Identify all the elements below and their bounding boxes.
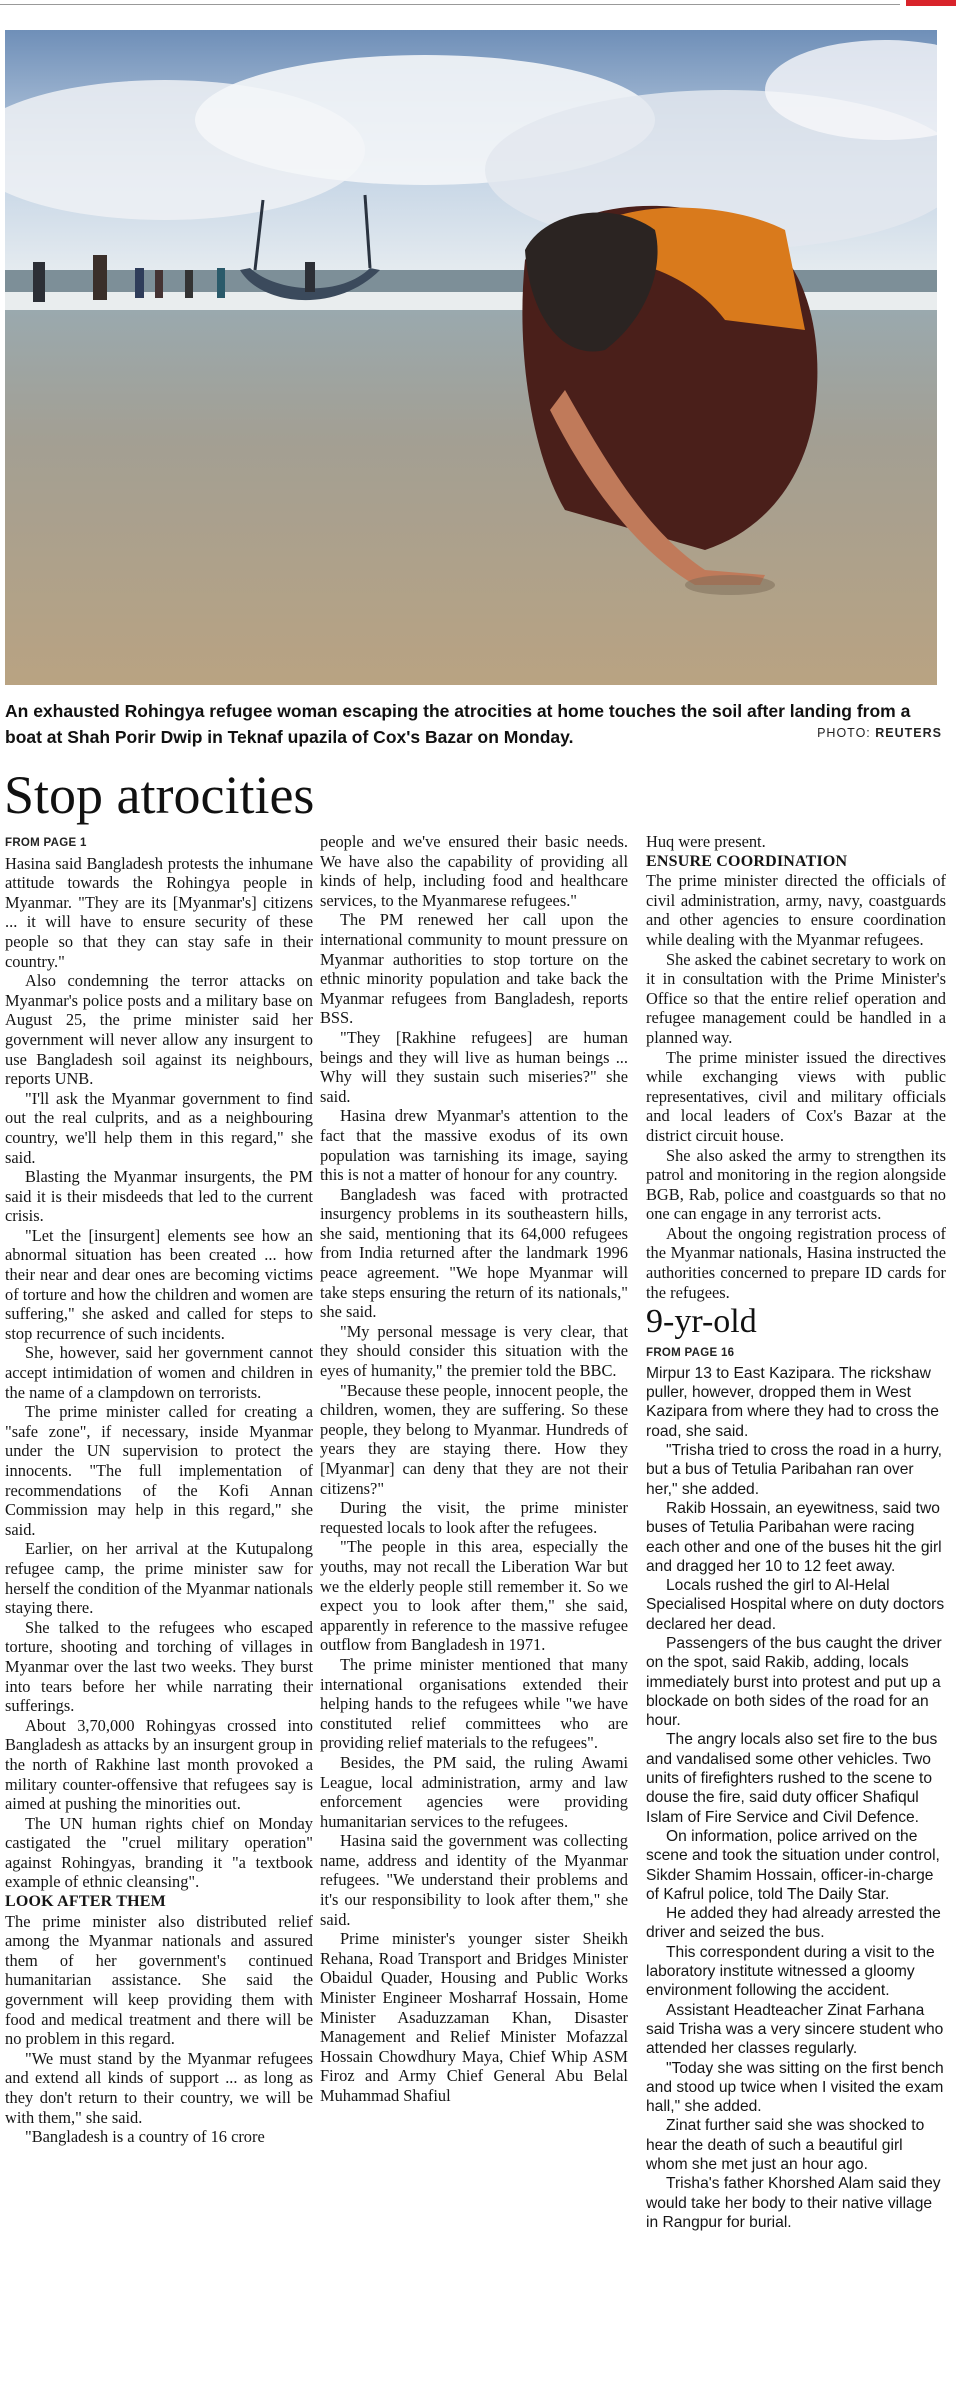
- paragraph: Passengers of the bus caught the driver on the spot, said Rakib, adding, locals immediately burst into protest and put up a blockade on both sides of the road for an hour.: [646, 1635, 942, 1730]
- paragraph: The UN human rights chief on Monday castigated the "cruel military operation" against Rohingyas, branding it "a textbook example of ethnic cleansing".: [5, 1813, 313, 1892]
- jump-label: FROM PAGE 1: [5, 837, 87, 849]
- paragraph: She asked the cabinet secretary to work on it in consultation with the Prime Minister's Office so that the entire relief operation and refugee management could be handled in a planned way.: [646, 949, 946, 1047]
- paragraph: Besides, the PM said, the ruling Awami League, local administration, army and law enforcement agencies were providing humanitarian services to the refugees.: [320, 1752, 628, 1831]
- paragraph: "I'll ask the Myanmar government to find out the real culprits, and as a neighbouring country, we'll help them in this regard," she said.: [5, 1088, 313, 1167]
- paragraph: Trisha's father Khorshed Alam said they would take her body to their native village in Rangpur for burial.: [646, 2175, 941, 2231]
- jump-label: FROM PAGE 16: [646, 1347, 735, 1360]
- paragraph: Hasina said Bangladesh protests the inhumane attitude towards the Rohingya people in Myanmar. "They are its [Myanmar's] citizens ... it will have to ensure security of these people so that they can stay safe in their country.": [5, 853, 313, 971]
- paragraph: She talked to the refugees who escaped torture, shooting and torching of villages in Myanmar over the last two weeks. They burst into tears before her while narrating their sufferings.: [5, 1617, 313, 1716]
- paragraph: The prime minister also distributed relief among the Myanmar nationals and assured them of her government's continued humanitarian assistance. She said the government will keep providing them with food and medical treatment and there will be no problem in this regard.: [5, 1911, 313, 2049]
- brand-corner-mark: [906, 0, 956, 6]
- divider: [0, 4, 900, 5]
- paragraph: Mirpur 13 to East Kazipara. The rickshaw puller, however, dropped them in West Kazipara from where they had to cross the road, she said.: [646, 1364, 939, 1440]
- subhead: ENSURE COORDINATION: [646, 852, 848, 870]
- paragraph: Rakib Hossain, an eyewitness, said two buses of Tetulia Paribahan were racing each other and one of the buses hit the girl and dragged her 10 to 12 feet away.: [646, 1499, 942, 1575]
- paragraph: "Because these people, innocent people, the children, women, they are suffering. So these people, they belong to Myanmar. Hundreds of years they are staying there. How they [Myanmar] can deny that they are not their citizens?": [320, 1380, 628, 1498]
- story-headline: 9-yr-old: [646, 1303, 757, 1341]
- paragraph: She also asked the army to strengthen its patrol and monitoring in the region alongside BGB, Rab, police and coastguards so that no one can engage in any terrorist acts.: [646, 1145, 946, 1224]
- paragraph: The PM renewed her call upon the international community to mount pressure on Myanmar authorities to stop torture on the ethnic minority population and take back the Myanmar refugees from Bangladesh, reports BSS.: [320, 910, 628, 1028]
- paragraph: The prime minister issued the directives while exchanging views with public representatives, civil and military officials and local leaders of Cox's Bazar at the district circuit house.: [646, 1047, 946, 1145]
- paragraph: "Bangladesh is a country of 16 crore: [25, 2127, 265, 2147]
- paragraph: The angry locals also set fire to the bus and vandalised some other vehicles. Two units of firefighters rushed to the scene to douse the fire, said duty officer Shafiqul Islam of Fire Service and Civil Defence.: [646, 1731, 938, 1826]
- paragraph: Assistant Headteacher Zinat Farhana said Trisha was a very sincere student who attended her classes regularly.: [646, 2001, 944, 2058]
- paragraph: Hasina said the government was collecting name, address and identity of the Myanmar refugees. "We understand their problems and it's our responsibility to look after them," she said.: [320, 1831, 628, 1929]
- paragraph: She, however, said her government cannot accept intimidation of women and children in the name of a clampdown on terrorists.: [5, 1343, 313, 1402]
- paragraph: On information, police arrived on the scene and took the situation under control, Sikder Shamim Hossain, officer-in-charge of Kafrul police, told The Daily Star.: [646, 1827, 940, 1903]
- paragraph: "Trisha tried to cross the road in a hurry, but a bus of Tetulia Paribahan ran over her," she added.: [646, 1442, 942, 1498]
- paragraph: "Today she was sitting on the first bench and stood up twice when I visited the exam hall," she added.: [646, 2059, 944, 2116]
- paragraph: Zinat further said she was shocked to hear the death of such a beautiful girl whom she met just an hour ago.: [646, 2117, 925, 2174]
- paragraph: Earlier, on her arrival at the Kutupalong refugee camp, the prime minister saw for herself the condition of the Myanmar nationals staying there.: [5, 1539, 313, 1618]
- paragraph: Huq were present.: [646, 832, 766, 851]
- paragraph: The prime minister directed the officials of civil administration, army, navy, coastguards and other agencies to ensure coordination while dealing with the Myanmar refugees.: [646, 871, 946, 949]
- paragraph: "We must stand by the Myanmar refugees and extend all kinds of support ... as long as they don't return to their country, we will be with them," she said.: [5, 2048, 313, 2127]
- article-column-2: [320, 832, 628, 2106]
- paragraph: Blasting the Myanmar insurgents, the PM said it is their misdeeds that led to the current crisis.: [5, 1167, 313, 1226]
- paragraph: Prime minister's younger sister Sheikh Rehana, Road Transport and Bridges Minister Obaidul Quader, Housing and Public Works Minister Engineer Mosharraf Hossain, Home Minister Asaduzzaman Khan, Disaster Management and Relief Minister Mofazzal Hossain Chowdhury Maya, Chief Whip ASM Firoz and Army Chief General Abu Belal Muhammad Shafiul: [320, 1929, 628, 2105]
- photo-image: [5, 30, 937, 685]
- credit-source: REUTERS: [875, 726, 942, 740]
- paragraph: The prime minister called for creating a "safe zone", if necessary, inside Myanmar under the UN supervision to protect the innocents. "The full implementation of recommendations of the Kofi Annan Commission may help in this regard," she said.: [5, 1402, 313, 1539]
- paragraph: This correspondent during a visit to the laboratory institute witnessed a gloomy environment following the accident.: [646, 1943, 935, 2000]
- paragraph: Hasina drew Myanmar's attention to the fact that the massive exodus of its own population was tarnishing its image, saying this is not a matter of honour for any country.: [320, 1106, 628, 1185]
- paragraph: Also condemning the terror attacks on Myanmar's police posts and a military base on August 25, the prime minister said her government will never allow any insurgent to use Bangladesh soil against its neighbours, reports UNB.: [5, 971, 313, 1089]
- top-rule: [0, 0, 956, 6]
- paragraph: "They [Rakhine refugees] are human beings and they will live as human beings ... Why will they sustain such miseries?" she said.: [320, 1027, 628, 1106]
- paragraph: The prime minister mentioned that many international organisations extended their helping hands to the refugees while "we have constituted relief committees who are providing relief materials to the refugees".: [320, 1654, 628, 1753]
- paragraph: About the ongoing registration process of the Myanmar nationals, Hasina instructed the authorities concerned to prepare ID cards for the refugees.: [646, 1223, 946, 1302]
- news-photo: [5, 30, 937, 685]
- paragraph: Locals rushed the girl to Al-Helal Specialised Hospital where on duty doctors declared her dead.: [646, 1577, 945, 1633]
- paragraph: Bangladesh was faced with protracted insurgency problems in its southeastern hills, she said, mentioning that its 64,000 refugees from India returned after the landmark 1996 peace agreement. "We hope Myanmar will take steps ensuring the return of its nationals," she said.: [320, 1184, 628, 1322]
- credit-label: PHOTO:: [817, 726, 871, 740]
- photo-credit: [817, 726, 942, 740]
- paragraph: "My personal message is very clear, that they should consider this situation with the eyes of humanity," the premier told the BBC.: [320, 1321, 628, 1381]
- photo-caption: An exhausted Rohingya refugee woman escaping the atrocities at home touches the soil after landing from a boat at Shah Porir Dwip in Teknaf upazila of Cox's Bazar on Monday.: [5, 701, 911, 747]
- headline: Stop atrocities: [4, 765, 315, 825]
- paragraph: "The people in this area, especially the youths, may not recall the Liberation War but we the elderly people still remember it. So we expect you to look after them," she said, apparently in reference to the massive refugee outflow from Bangladesh in 1971.: [320, 1537, 628, 1655]
- paragraph: people and we've ensured their basic needs. We have also the capability of providing all kinds of help, including food and healthcare services, to the Myanmarese refugees.": [320, 832, 628, 910]
- story-body: [646, 1364, 946, 2232]
- article-column-3: [646, 832, 946, 2232]
- subhead: LOOK AFTER THEM: [5, 1893, 166, 1911]
- paragraph: He added they had already arrested the driver and seized the bus.: [646, 1905, 941, 1942]
- paragraph: About 3,70,000 Rohingyas crossed into Bangladesh as attacks by an insurgent group in the north of Rakhine last month provoked a military counter-offensive that refugees say is aimed at pushing the minorities out.: [5, 1715, 313, 1814]
- article-column-1: [5, 832, 313, 2147]
- paragraph: "Let the [insurgent] elements see how an abnormal situation has been created ... how their near and dear ones are becoming victims of torture and how the children and women are suffering," she asked and called for steps to stop recurrence of such incidents.: [5, 1225, 313, 1343]
- paragraph: During the visit, the prime minister requested locals to look after the refugees.: [320, 1498, 628, 1537]
